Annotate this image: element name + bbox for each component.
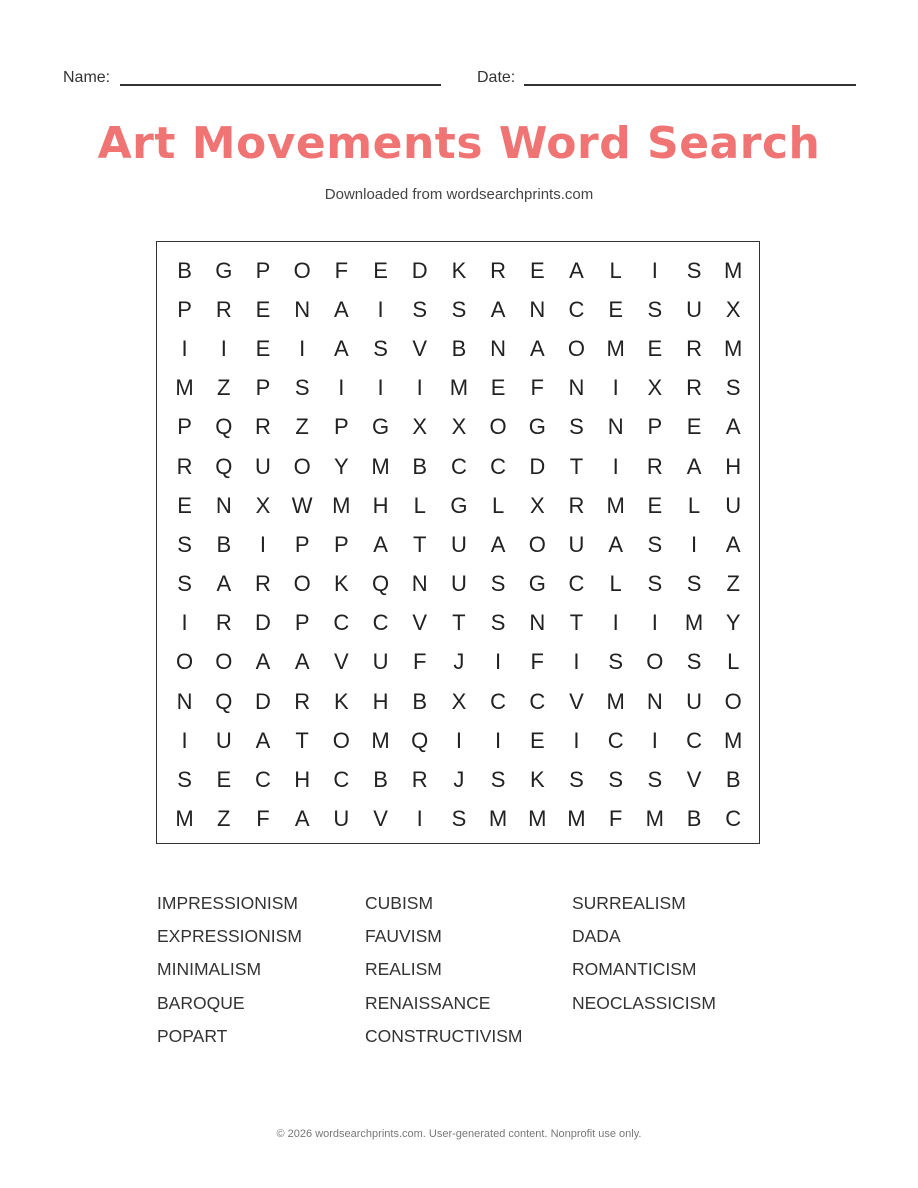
grid-cell[interactable]: T [569,610,584,636]
name-label: Name: [63,69,111,86]
grid-cell[interactable]: D [529,453,546,479]
grid-cell[interactable]: U [450,571,467,597]
grid-cell[interactable]: I [455,727,462,753]
grid-cell[interactable]: Q [411,727,429,753]
grid-cell[interactable]: O [176,649,194,675]
grid-cell[interactable]: G [450,492,468,518]
grid-cell[interactable]: J [453,767,465,793]
grid-cell[interactable]: E [608,296,623,322]
grid-cell[interactable]: S [177,531,192,557]
word-item: DADA [572,926,621,947]
word-item: BAROQUE [157,992,245,1013]
grid-cell[interactable]: A [725,531,741,557]
grid-cell[interactable]: G [528,414,546,440]
grid-cell[interactable]: A [608,531,623,557]
grid-cell[interactable]: C [490,453,507,479]
grid-cell[interactable]: Z [726,571,740,597]
grid-cell[interactable]: A [216,571,232,597]
word-column [572,893,716,1026]
grid-cell[interactable]: S [569,414,584,440]
grid-cell[interactable]: I [651,257,658,283]
grid-cell[interactable]: E [373,257,388,283]
puzzle-grid-box [156,241,760,844]
grid-cell[interactable]: A [490,531,506,557]
grid-cell[interactable]: K [529,767,545,793]
grid-cell[interactable]: I [299,335,306,361]
grid-cell[interactable]: B [412,688,428,714]
word-item: MINIMALISM [157,959,262,980]
grid-cell[interactable]: E [255,296,271,322]
grid-cell[interactable]: A [294,806,310,832]
grid-cell[interactable]: L [609,257,622,283]
grid-cell[interactable]: E [529,257,545,283]
grid-cell[interactable]: I [651,610,658,636]
grid-cell[interactable]: I [377,375,384,401]
grid-cell[interactable]: P [255,257,271,283]
grid-cell[interactable]: M [684,610,704,636]
grid-cell[interactable]: I [181,727,188,753]
grid-cell[interactable]: S [412,296,428,322]
grid-cell[interactable]: O [489,414,507,440]
grid-cell[interactable]: U [372,649,389,675]
grid-cell[interactable]: E [647,335,663,361]
grid-cell[interactable]: I [416,375,423,401]
word-item: NEOCLASSICISM [572,992,716,1013]
grid-cell[interactable]: M [371,727,390,753]
grid-cell[interactable]: M [724,335,743,361]
grid-cell[interactable]: D [255,688,271,714]
grid-cell[interactable]: K [334,571,349,597]
word-column [157,893,302,1059]
grid-cell[interactable]: W [291,492,313,518]
grid-cell[interactable]: U [686,688,702,714]
word-item: IMPRESSIONISM [157,893,298,913]
grid-cell[interactable]: E [686,414,702,440]
grid-cell[interactable]: A [569,257,584,283]
grid-cell[interactable]: F [256,806,270,832]
grid-cell[interactable]: N [529,610,546,636]
grid-cell[interactable]: C [333,767,350,793]
grid-cell[interactable]: G [528,571,546,597]
grid-cell[interactable]: Y [334,453,349,479]
grid-cell[interactable]: N [411,571,428,597]
grid-cell[interactable]: B [412,453,428,479]
grid-cell[interactable]: I [377,296,384,322]
grid-cell[interactable]: S [647,767,663,793]
grid-cell[interactable]: R [686,375,702,401]
grid-cell[interactable]: P [294,531,310,557]
grid-cell[interactable]: F [608,806,623,832]
word-item: EXPRESSIONISM [157,926,302,947]
grid-cell[interactable]: L [491,492,505,518]
grid-cell[interactable]: X [647,375,663,401]
grid-cell[interactable]: B [725,767,741,793]
grid-cell[interactable]: V [569,688,584,714]
grid-cell[interactable]: T [412,531,427,557]
grid-cell[interactable]: M [606,688,625,714]
grid-cell[interactable]: F [412,649,427,675]
grid-cell[interactable]: R [176,453,193,479]
grid-cell[interactable]: M [724,727,743,753]
grid-cell[interactable]: K [451,257,467,283]
word-item: REALISM [365,959,442,980]
page-title: Art Movements Word Search [97,118,821,169]
grid-cell[interactable]: C [333,610,350,636]
grid-cell[interactable]: X [255,492,271,518]
grid-cell[interactable]: S [686,649,702,675]
word-item: POPART [157,1025,228,1046]
grid-cell[interactable]: C [255,767,271,793]
grid-cell[interactable]: B [177,257,192,283]
grid-cell[interactable]: A [294,649,310,675]
grid-cell[interactable]: N [607,414,624,440]
grid-cell[interactable]: I [690,531,698,557]
grid-cell[interactable]: R [686,335,702,361]
grid-cell[interactable]: O [724,688,742,714]
grid-cell[interactable]: O [293,571,311,597]
grid-cell[interactable]: Q [215,414,233,440]
grid-cell[interactable]: B [451,335,467,361]
grid-cell[interactable]: A [255,649,271,675]
grid-cell[interactable]: U [333,806,350,832]
grid-cell[interactable]: A [255,727,271,753]
grid-cell[interactable]: S [451,806,467,832]
grid-cell[interactable]: I [495,727,502,753]
grid-cell[interactable]: G [215,257,233,283]
grid-cell[interactable]: X [451,688,467,714]
grid-cell[interactable]: O [332,727,350,753]
grid-cell[interactable]: I [573,649,580,675]
grid-cell[interactable]: S [686,257,702,283]
word-list [157,893,777,1063]
grid-cell[interactable]: I [612,610,619,636]
grid-cell[interactable]: M [449,375,469,401]
grid-cell[interactable]: O [293,257,311,283]
puzzle-grid [165,251,753,839]
grid-cell[interactable]: M [371,453,390,479]
grid-cell[interactable]: S [569,767,584,793]
grid-cell[interactable]: M [567,806,586,832]
grid-cell[interactable]: I [495,649,502,675]
grid-cell[interactable]: R [255,571,271,597]
grid-cell[interactable]: N [176,688,193,714]
grid-cell[interactable]: N [646,688,663,714]
grid-cell[interactable]: A [529,335,545,361]
grid-cell[interactable]: I [573,727,580,753]
grid-cell[interactable]: Q [371,571,390,597]
grid-cell[interactable]: U [255,453,271,479]
grid-cell[interactable]: U [568,531,585,557]
name-field[interactable] [63,68,441,90]
grid-cell[interactable]: F [530,649,544,675]
grid-cell[interactable]: N [529,296,546,322]
grid-cell[interactable]: P [255,375,271,401]
grid-cell[interactable]: K [334,688,349,714]
grid-cell[interactable]: P [177,296,192,322]
grid-cell[interactable]: U [686,296,702,322]
grid-cell[interactable]: E [177,492,192,518]
grid-cell[interactable]: R [411,767,428,793]
grid-cell[interactable]: Q [215,688,233,714]
grid-cell[interactable]: R [294,688,311,714]
grid-cell[interactable]: A [686,453,702,479]
grid-cell[interactable]: A [373,531,388,557]
grid-cell[interactable]: Z [295,414,309,440]
grid-cell[interactable]: S [177,571,192,597]
grid-cell[interactable]: I [181,610,188,636]
grid-cell[interactable]: A [334,296,349,322]
grid-cell[interactable]: N [215,492,232,518]
grid-cell[interactable]: M [175,806,194,832]
grid-cell[interactable]: S [177,767,192,793]
footer: © 2026 wordsearchprints.com. User-generated content. Nonprofit use only. [276,1128,642,1140]
grid-cell[interactable]: C [725,806,742,832]
grid-cell[interactable]: R [255,414,271,440]
grid-cell[interactable]: B [686,806,702,832]
grid-cell[interactable]: O [215,649,233,675]
word-item: SURREALISM [572,893,686,913]
grid-cell[interactable]: L [727,649,740,675]
grid-cell[interactable]: C [568,571,585,597]
grid-cell[interactable]: V [412,610,428,636]
grid-cell[interactable]: Q [215,453,233,479]
grid-cell[interactable]: E [529,727,545,753]
grid-cell[interactable]: J [453,649,465,675]
page-subtitle: Downloaded from wordsearchprints.com [324,186,594,203]
grid-cell[interactable]: C [372,610,389,636]
grid-cell[interactable]: O [646,649,664,675]
grid-cell[interactable]: E [490,375,506,401]
grid-cell[interactable]: V [334,649,349,675]
grid-cell[interactable]: E [255,335,271,361]
grid-cell[interactable]: O [567,335,586,361]
grid-cell[interactable]: M [645,806,664,832]
grid-cell[interactable]: R [215,296,232,322]
grid-cell[interactable]: S [490,767,506,793]
grid-cell[interactable]: S [608,649,623,675]
grid-cell[interactable]: S [647,571,663,597]
grid-cell[interactable]: C [568,296,585,322]
grid-cell[interactable]: D [255,610,271,636]
grid-cell[interactable]: M [488,806,508,832]
grid-cell[interactable]: T [295,727,309,753]
grid-cell[interactable]: P [334,531,349,557]
grid-cell[interactable]: E [216,767,232,793]
word-item: CUBISM [365,893,434,913]
grid-cell[interactable]: T [569,453,584,479]
grid-cell[interactable]: T [452,610,466,636]
word-item: CONSTRUCTIVISM [365,1025,523,1046]
name-line [120,84,441,86]
grid-cell[interactable]: P [647,414,663,440]
grid-cell[interactable]: U [725,492,742,518]
grid-cell[interactable]: Y [725,610,741,636]
grid-cell[interactable]: P [177,414,192,440]
date-field[interactable] [477,68,856,90]
grid-cell[interactable]: Z [217,806,231,832]
word-item: RENAISSANCE [365,992,491,1013]
grid-cell[interactable]: U [215,727,232,753]
grid-cell[interactable]: H [372,492,389,518]
date-label: Date: [477,69,516,86]
grid-cell[interactable]: S [647,531,663,557]
grid-cell[interactable]: V [686,767,702,793]
word-item: FAUVISM [365,926,442,947]
grid-cell[interactable]: R [490,257,507,283]
grid-cell[interactable]: M [724,257,743,283]
grid-cell[interactable]: M [528,806,547,832]
grid-cell[interactable]: M [606,335,625,361]
grid-cell[interactable]: N [294,296,311,322]
grid-cell[interactable]: S [725,375,741,401]
grid-cell[interactable]: F [334,257,349,283]
grid-cell[interactable]: U [450,531,467,557]
grid-cell[interactable]: S [451,296,467,322]
grid-cell[interactable]: M [606,492,625,518]
grid-cell[interactable]: R [646,453,663,479]
grid-cell[interactable]: P [334,414,349,440]
grid-cell[interactable]: P [294,610,310,636]
grid-cell[interactable]: N [490,335,507,361]
grid-cell[interactable]: S [373,335,388,361]
grid-cell[interactable]: O [293,453,311,479]
grid-cell[interactable]: M [175,375,194,401]
word-column [365,893,523,1059]
grid-cell[interactable]: B [373,767,388,793]
grid-cell[interactable]: S [294,375,310,401]
grid-cell[interactable]: Z [217,375,231,401]
grid-cell[interactable]: O [528,531,546,557]
grid-cell[interactable]: L [687,492,701,518]
grid-cell[interactable]: X [529,492,545,518]
grid-cell[interactable]: A [725,414,741,440]
grid-cell[interactable]: R [568,492,585,518]
grid-cell[interactable]: A [334,335,349,361]
grid-cell[interactable]: E [647,492,663,518]
grid-cell[interactable]: R [215,610,232,636]
grid-cell[interactable]: S [490,610,506,636]
word-item: ROMANTICISM [572,959,697,980]
grid-cell[interactable]: M [332,492,351,518]
grid-cell[interactable]: G [371,414,390,440]
grid-cell[interactable]: H [294,767,311,793]
grid-cell[interactable]: S [686,571,702,597]
grid-cell[interactable]: I [259,531,267,557]
grid-cell[interactable]: V [412,335,428,361]
grid-cell[interactable]: F [530,375,544,401]
grid-cell[interactable]: H [372,688,389,714]
grid-cell[interactable]: I [220,335,227,361]
grid-cell[interactable]: L [609,571,622,597]
grid-cell[interactable]: I [612,375,619,401]
grid-cell[interactable]: D [411,257,428,283]
grid-cell[interactable]: C [490,688,507,714]
grid-cell[interactable]: A [490,296,506,322]
grid-cell[interactable]: S [608,767,623,793]
grid-cell[interactable]: S [647,296,663,322]
grid-cell[interactable]: I [338,375,345,401]
grid-cell[interactable]: X [725,296,741,322]
grid-cell[interactable]: S [490,571,506,597]
grid-cell[interactable]: I [181,335,188,361]
grid-cell[interactable]: X [412,414,428,440]
date-line [524,84,856,86]
grid-cell[interactable]: I [612,453,619,479]
grid-cell[interactable]: C [529,688,546,714]
grid-cell[interactable]: V [373,806,388,832]
grid-cell[interactable]: C [686,727,702,753]
grid-cell[interactable]: C [607,727,624,753]
grid-cell[interactable]: B [216,531,232,557]
grid-cell[interactable]: I [651,727,658,753]
grid-cell[interactable]: X [451,414,467,440]
grid-cell[interactable]: H [725,453,742,479]
name-date-header [63,68,856,90]
grid-cell[interactable]: N [568,375,585,401]
grid-cell[interactable]: I [416,806,423,832]
grid-cell[interactable]: C [450,453,467,479]
grid-cell[interactable]: L [413,492,426,518]
